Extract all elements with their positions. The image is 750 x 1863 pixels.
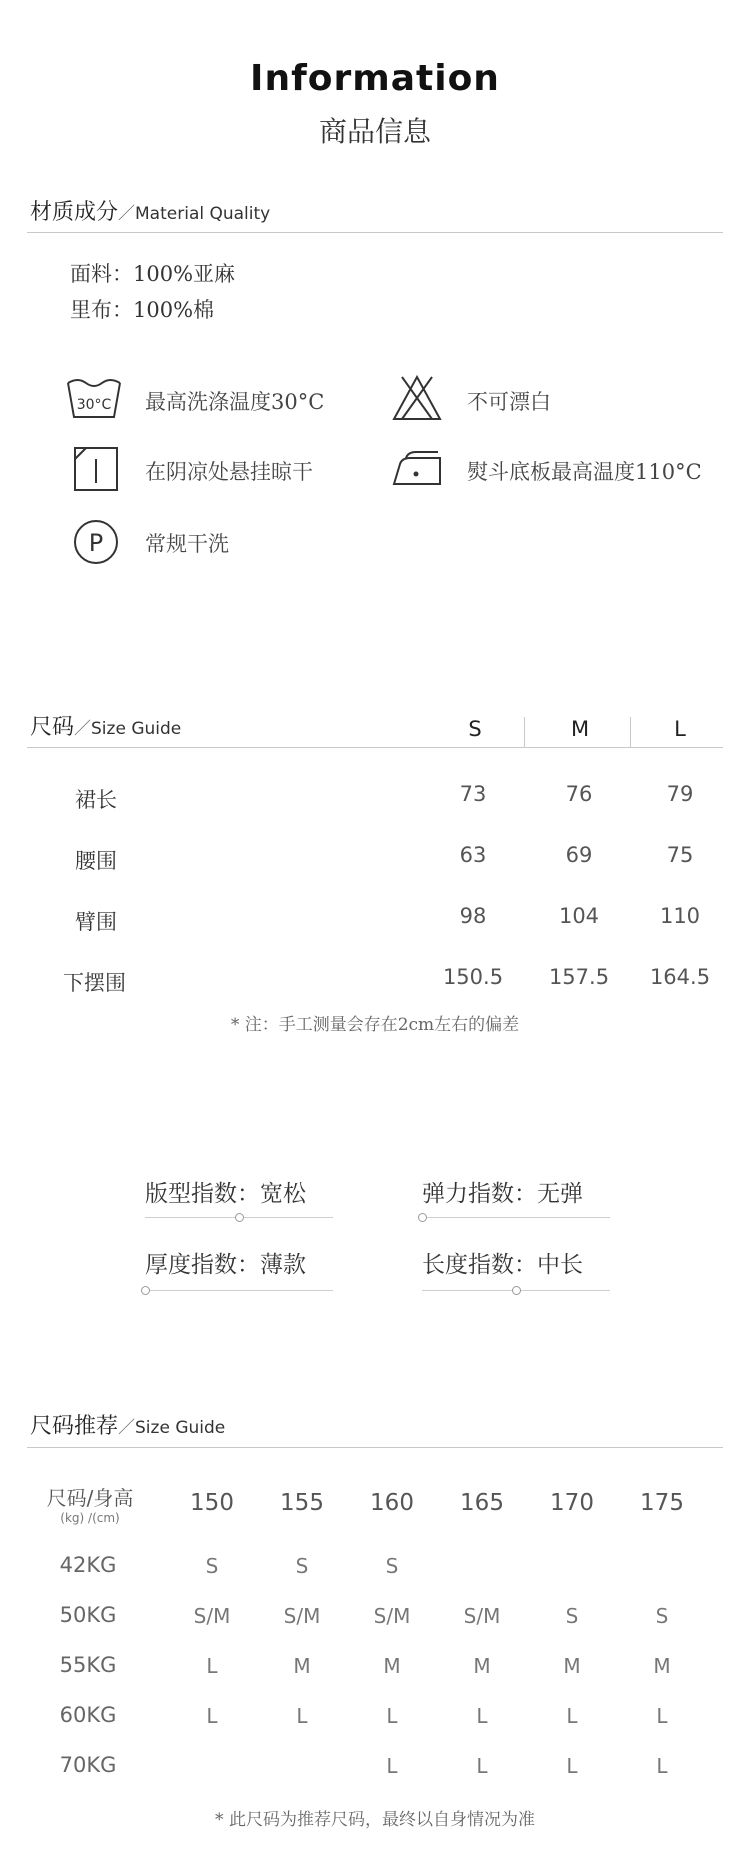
recommend-size-cell: M: [473, 1654, 491, 1678]
recommend-size-cell: L: [476, 1754, 488, 1778]
size-cell: 69: [565, 843, 593, 867]
recommend-weight-label: 42KG: [59, 1553, 117, 1577]
recommend-heading-en: Size Guide: [135, 1418, 226, 1438]
size-col-s: S: [468, 717, 482, 741]
recommend-heading: 尺码推荐／Size Guide: [30, 1414, 226, 1439]
size-divider: [27, 747, 723, 748]
thickness-index-marker: [141, 1286, 150, 1295]
dry-clean-symbol: P: [88, 529, 104, 557]
stretch-index-track: [422, 1217, 610, 1218]
recommend-size-cell: L: [296, 1704, 308, 1728]
care-dryclean-text: 常规干洗: [145, 532, 229, 556]
recommend-weight-label: 50KG: [59, 1603, 117, 1627]
recommend-size-cell: S: [565, 1604, 579, 1628]
recommend-size-cell: L: [566, 1754, 578, 1778]
recommend-divider: [27, 1447, 723, 1448]
size-cell: 63: [459, 843, 487, 867]
thickness-index-label: 厚度指数：薄款: [145, 1252, 306, 1278]
page-title: Information: [250, 58, 500, 99]
care-iron-text: 熨斗底板最高温度110°C: [467, 460, 702, 484]
recommend-size-cell: L: [206, 1654, 218, 1678]
recommend-size-cell: S: [655, 1604, 669, 1628]
size-cell: 157.5: [548, 965, 610, 989]
fit-index-marker: [235, 1213, 244, 1222]
fabric-composition: 面料：100%亚麻: [70, 262, 236, 286]
dry-clean-p-icon: [72, 518, 120, 566]
length-index-label: 长度指数：中长: [422, 1252, 583, 1278]
recommend-size-cell: S: [295, 1554, 309, 1578]
size-heading-en: Size Guide: [91, 719, 182, 739]
recommend-size-cell: L: [476, 1704, 488, 1728]
recommend-heading-cn: 尺码推荐: [30, 1414, 119, 1439]
size-col-divider: [630, 717, 631, 747]
recommend-height-header: 160: [370, 1490, 414, 1516]
size-cell: 76: [565, 782, 593, 806]
recommend-size-cell: S: [385, 1554, 399, 1578]
size-col-m: M: [570, 717, 590, 741]
size-col-divider: [524, 717, 525, 747]
size-row-label: 臂围: [75, 910, 117, 934]
recommend-corner-main: 尺码/身高: [46, 1486, 134, 1510]
material-heading-cn: 材质成分: [30, 200, 119, 225]
size-note: * 注：手工测量会存在2cm左右的偏差: [230, 1015, 520, 1035]
recommend-size-cell: M: [293, 1654, 311, 1678]
recommend-weight-label: 60KG: [59, 1703, 117, 1727]
iron-icon: [390, 450, 446, 490]
recommend-size-cell: L: [206, 1704, 218, 1728]
thickness-index-track: [145, 1290, 333, 1291]
recommend-height-header: 170: [550, 1490, 594, 1516]
size-cell: 164.5: [649, 965, 711, 989]
no-bleach-icon: [390, 373, 444, 423]
length-index-marker: [512, 1286, 521, 1295]
care-wash-text: 最高洗涤温度30°C: [145, 390, 325, 414]
size-cell: 79: [666, 782, 694, 806]
wash-temp-label: 30°C: [76, 397, 112, 413]
size-cell: 75: [666, 843, 694, 867]
wash-30-icon: [64, 375, 124, 423]
material-heading-en: Material Quality: [135, 204, 271, 224]
recommend-height-header: 175: [640, 1490, 684, 1516]
recommend-height-header: 150: [190, 1490, 234, 1516]
size-row-label: 裙长: [75, 788, 117, 812]
care-bleach-text: 不可漂白: [467, 390, 551, 414]
recommend-size-cell: M: [653, 1654, 671, 1678]
recommend-size-cell: L: [386, 1704, 398, 1728]
size-row-label: 下摆围: [63, 971, 126, 995]
size-heading: 尺码／Size Guide: [30, 715, 182, 740]
size-heading-cn: 尺码: [30, 715, 75, 740]
recommend-size-cell: S/M: [373, 1604, 411, 1628]
recommend-height-header: 155: [280, 1490, 324, 1516]
lining-composition: 里布：100%棉: [70, 298, 215, 322]
recommend-size-cell: L: [656, 1754, 668, 1778]
size-row-label: 腰围: [75, 849, 117, 873]
page-subtitle: 商品信息: [318, 115, 431, 148]
size-cell: 150.5: [442, 965, 504, 989]
recommend-size-cell: S/M: [283, 1604, 321, 1628]
size-cell: 73: [459, 782, 487, 806]
recommend-size-cell: S: [205, 1554, 219, 1578]
stretch-index-marker: [418, 1213, 427, 1222]
size-col-l: L: [674, 717, 686, 741]
recommend-size-cell: S/M: [463, 1604, 501, 1628]
size-cell: 98: [459, 904, 487, 928]
recommend-corner: [40, 1482, 140, 1525]
recommend-size-cell: M: [563, 1654, 581, 1678]
material-heading: 材质成分／Material Quality: [30, 200, 271, 225]
recommend-weight-label: 70KG: [59, 1753, 117, 1777]
stretch-index-label: 弹力指数：无弹: [422, 1181, 583, 1207]
recommend-corner-sub: (kg) /(cm): [60, 1511, 120, 1525]
recommend-size-cell: L: [386, 1754, 398, 1778]
recommend-weight-label: 55KG: [59, 1653, 117, 1677]
material-divider: [27, 232, 723, 233]
care-dry-text: 在阴凉处悬挂晾干: [145, 460, 313, 484]
size-cell: 110: [659, 904, 701, 928]
recommend-size-cell: L: [656, 1704, 668, 1728]
line-dry-shade-icon: [72, 445, 120, 493]
recommend-size-cell: L: [566, 1704, 578, 1728]
recommend-size-cell: M: [383, 1654, 401, 1678]
recommend-size-cell: S/M: [193, 1604, 231, 1628]
fit-index-label: 版型指数：宽松: [145, 1181, 306, 1207]
recommend-height-header: 165: [460, 1490, 504, 1516]
recommend-note: * 此尺码为推荐尺码，最终以自身情况为准: [215, 1810, 535, 1830]
size-cell: 104: [558, 904, 600, 928]
